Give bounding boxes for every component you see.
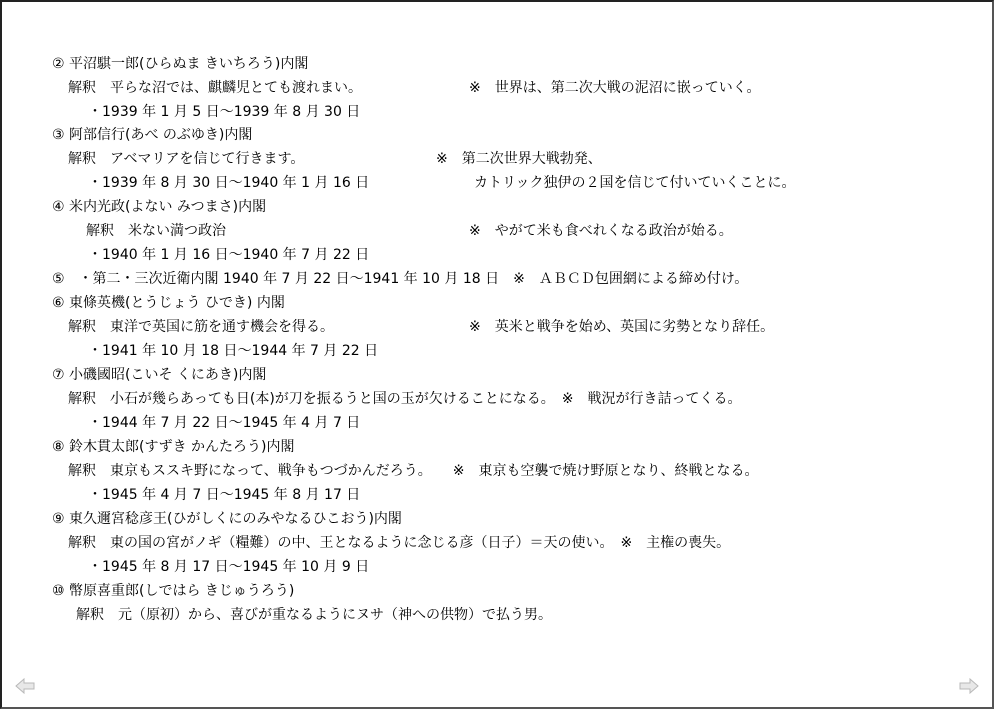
prev-slide-button[interactable] — [14, 677, 36, 695]
term-dates: ・1939 年 1 月 5 日〜1939 年 8 月 30 日 — [88, 104, 361, 120]
cabinet-heading: ⑩ 幣原喜重郎(しではら きじゅうろう) — [52, 583, 295, 599]
term-dates: ・1945 年 8 月 17 日〜1945 年 10 月 9 日 — [88, 559, 370, 575]
cabinet-heading: ⑦ 小磯國昭(こいそ くにあき)内閣 — [52, 367, 267, 383]
cabinet-heading: ⑨ 東久邇宮稔彦王(ひがしくにのみやなるひこおう)内閣 — [52, 511, 402, 527]
arrow-left-icon — [15, 678, 35, 694]
interpretation: 解釈 東京もススキ野になって、戦争もつづかんだろう。 ※ 東京も空襲で焼け野原となり、終戦となる。 — [68, 463, 759, 479]
term-dates: ・1939 年 8 月 30 日〜1940 年 1 月 16 日 — [88, 175, 370, 191]
note-continuation: カトリック独伊の２国を信じて付いていくことに。 — [474, 175, 796, 191]
cabinet-heading: ⑧ 鈴木貫太郎(すずき かんたろう)内閣 — [52, 439, 295, 455]
cabinet-heading: ⑤ ・第二・三次近衛内閣 1940 年 7 月 22 日〜1941 年 10 月 18 日 ※ ＡＢＣＤ包囲網による締め付け。 — [52, 271, 749, 287]
cabinet-heading: ④ 米内光政(よない みつまさ)内閣 — [52, 199, 267, 215]
arrow-right-icon — [959, 678, 979, 694]
term-dates: ・1941 年 10 月 18 日〜1944 年 7 月 22 日 — [88, 343, 379, 359]
note: ※ 英米と戦争を始め、英国に劣勢となり辞任。 — [469, 319, 775, 335]
interpretation: 解釈 米ない満つ政治 — [86, 223, 226, 239]
interpretation: 解釈 小石が幾らあっても日(本)が刀を振るうと国の玉が欠けることになる。 ※ 戦況が行き詰ってくる。 — [68, 391, 742, 407]
note: ※ 第二次世界大戦勃発、 — [436, 151, 602, 167]
note: ※ 世界は、第二次大戦の泥沼に嵌っていく。 — [469, 80, 761, 96]
interpretation: 解釈 東の国の宮がノギ（糧難）の中、王となるように念じる彦（日子）＝天の使い。 ※ 主権の喪失。 — [68, 535, 731, 551]
term-dates: ・1944 年 7 月 22 日〜1945 年 4 月 7 日 — [88, 415, 361, 431]
note: ※ やがて米も食べれくなる政治が始る。 — [469, 223, 733, 239]
term-dates: ・1940 年 1 月 16 日〜1940 年 7 月 22 日 — [88, 247, 370, 263]
interpretation: 解釈 元（原初）から、喜びが重なるようにヌサ（神への供物）で払う男。 — [76, 607, 552, 623]
interpretation: 解釈 東洋で英国に筋を通す機会を得る。 — [68, 319, 334, 335]
cabinet-heading: ⑥ 東條英機(とうじょう ひでき) 内閣 — [52, 295, 285, 311]
next-slide-button[interactable] — [958, 677, 980, 695]
cabinet-heading: ② 平沼騏一郎(ひらぬま きいちろう)内閣 — [52, 56, 309, 72]
interpretation: 解釈 平らな沼では、麒麟児とても渡れまい。 — [68, 80, 362, 96]
cabinet-heading: ③ 阿部信行(あべ のぶゆき)内閣 — [52, 127, 253, 143]
interpretation: 解釈 アベマリアを信じて行きます。 — [68, 151, 305, 167]
term-dates: ・1945 年 4 月 7 日〜1945 年 8 月 17 日 — [88, 487, 361, 503]
